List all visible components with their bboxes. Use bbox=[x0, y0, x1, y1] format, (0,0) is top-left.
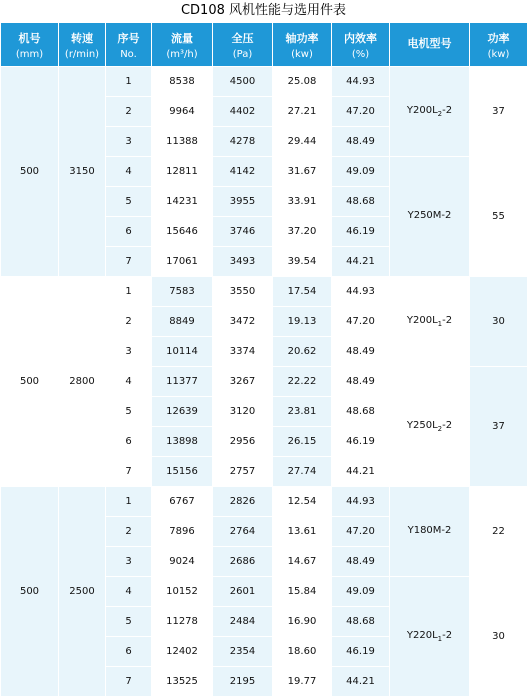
table-cell: 1 bbox=[106, 487, 152, 517]
table-cell: 1 bbox=[106, 67, 152, 97]
speed-cell: 2800 bbox=[59, 277, 106, 487]
table-cell: 5 bbox=[106, 397, 152, 427]
table-cell: 4142 bbox=[213, 157, 273, 187]
table-cell: 2484 bbox=[213, 607, 273, 637]
table-cell: 29.44 bbox=[273, 127, 332, 157]
machine-no-cell: 500 bbox=[1, 67, 59, 277]
table-cell: 3955 bbox=[213, 187, 273, 217]
table-cell: 12.54 bbox=[273, 487, 332, 517]
table-cell: 49.09 bbox=[332, 157, 390, 187]
table-cell: 4 bbox=[106, 577, 152, 607]
table-cell: 37.20 bbox=[273, 217, 332, 247]
table-cell: 3550 bbox=[213, 277, 273, 307]
table-cell: 44.21 bbox=[332, 247, 390, 277]
table-cell: 46.19 bbox=[332, 217, 390, 247]
table-cell: 7 bbox=[106, 667, 152, 697]
table-cell: 3746 bbox=[213, 217, 273, 247]
table-cell: 20.62 bbox=[273, 337, 332, 367]
table-cell: 3120 bbox=[213, 397, 273, 427]
table-cell: 4402 bbox=[213, 97, 273, 127]
table-cell: 2686 bbox=[213, 547, 273, 577]
table-cell: 7 bbox=[106, 457, 152, 487]
table-cell: 48.68 bbox=[332, 607, 390, 637]
motor-model-cell: $Y250L_2-2$ bbox=[390, 367, 470, 487]
table-cell: 3 bbox=[106, 337, 152, 367]
motor-power-cell: 37 bbox=[470, 367, 527, 487]
table-cell: 18.60 bbox=[273, 637, 332, 667]
table-cell: 6767 bbox=[152, 487, 213, 517]
header-cell: 全压 (Pa) bbox=[213, 23, 273, 67]
table-cell: 27.74 bbox=[273, 457, 332, 487]
table-cell: 11278 bbox=[152, 607, 213, 637]
table-cell: 19.13 bbox=[273, 307, 332, 337]
table-cell: 4 bbox=[106, 157, 152, 187]
table-cell: 13525 bbox=[152, 667, 213, 697]
table-cell: 2 bbox=[106, 307, 152, 337]
header-cell: 内效率 (%) bbox=[332, 23, 390, 67]
table-cell: 3493 bbox=[213, 247, 273, 277]
machine-no-cell: 500 bbox=[1, 487, 59, 697]
table-cell: 13898 bbox=[152, 427, 213, 457]
table-cell: 31.67 bbox=[273, 157, 332, 187]
motor-model-cell: $Y200L_1-2$ bbox=[390, 277, 470, 367]
table-cell: 2956 bbox=[213, 427, 273, 457]
table-cell: 7896 bbox=[152, 517, 213, 547]
table-row bbox=[1, 67, 527, 97]
table-cell: 25.08 bbox=[273, 67, 332, 97]
table-cell: 3374 bbox=[213, 337, 273, 367]
table-cell: 44.93 bbox=[332, 67, 390, 97]
table-cell: 47.20 bbox=[332, 517, 390, 547]
table-cell: 47.20 bbox=[332, 307, 390, 337]
table-cell: 15646 bbox=[152, 217, 213, 247]
header-cell: 轴功率 (kw) bbox=[273, 23, 332, 67]
fan-performance-table bbox=[0, 22, 527, 697]
table-cell: 9964 bbox=[152, 97, 213, 127]
header-cell: 序号 No. bbox=[106, 23, 152, 67]
header-cell: 转速 (r/min) bbox=[59, 23, 106, 67]
header-cell: 流量 (m³/h) bbox=[152, 23, 213, 67]
table-cell: 2 bbox=[106, 517, 152, 547]
table-cell: 26.15 bbox=[273, 427, 332, 457]
table-cell: 44.21 bbox=[332, 457, 390, 487]
motor-model-cell: Y250M-2 bbox=[390, 157, 470, 277]
table-cell: 12639 bbox=[152, 397, 213, 427]
speed-cell: 2500 bbox=[59, 487, 106, 697]
table-cell: 8849 bbox=[152, 307, 213, 337]
table-cell: 14.67 bbox=[273, 547, 332, 577]
table-cell: 48.49 bbox=[332, 337, 390, 367]
table-cell: 9024 bbox=[152, 547, 213, 577]
table-cell: 6 bbox=[106, 427, 152, 457]
table-cell: 48.68 bbox=[332, 397, 390, 427]
table-cell: 2 bbox=[106, 97, 152, 127]
table-cell: 22.22 bbox=[273, 367, 332, 397]
table-cell: 6 bbox=[106, 217, 152, 247]
table-cell: 23.81 bbox=[273, 397, 332, 427]
table-cell: 11377 bbox=[152, 367, 213, 397]
table-cell: 11388 bbox=[152, 127, 213, 157]
table-cell: 8538 bbox=[152, 67, 213, 97]
table-cell: 3472 bbox=[213, 307, 273, 337]
motor-model-cell: Y180M-2 bbox=[390, 487, 470, 577]
table-cell: 44.21 bbox=[332, 667, 390, 697]
table-cell: 17.54 bbox=[273, 277, 332, 307]
table-cell: 1 bbox=[106, 277, 152, 307]
table-cell: 46.19 bbox=[332, 427, 390, 457]
motor-power-cell: 30 bbox=[470, 277, 527, 367]
speed-cell: 3150 bbox=[59, 67, 106, 277]
table-cell: 33.91 bbox=[273, 187, 332, 217]
table-cell: 16.90 bbox=[273, 607, 332, 637]
table-cell: 17061 bbox=[152, 247, 213, 277]
table-cell: 2601 bbox=[213, 577, 273, 607]
motor-power-cell: 55 bbox=[470, 157, 527, 277]
table-cell: 4 bbox=[106, 367, 152, 397]
table-cell: 27.21 bbox=[273, 97, 332, 127]
table-cell: 2826 bbox=[213, 487, 273, 517]
table-cell: 3267 bbox=[213, 367, 273, 397]
table-cell: 47.20 bbox=[332, 97, 390, 127]
table-cell: 5 bbox=[106, 187, 152, 217]
table-cell: 19.77 bbox=[273, 667, 332, 697]
machine-no-cell: 500 bbox=[1, 277, 59, 487]
table-cell: 39.54 bbox=[273, 247, 332, 277]
table-cell: 2757 bbox=[213, 457, 273, 487]
table-cell: 46.19 bbox=[332, 637, 390, 667]
table-cell: 14231 bbox=[152, 187, 213, 217]
table-cell: 15156 bbox=[152, 457, 213, 487]
header-cell: 电机型号 bbox=[390, 23, 470, 67]
table-cell: 4278 bbox=[213, 127, 273, 157]
table-cell: 2354 bbox=[213, 637, 273, 667]
table-cell: 2195 bbox=[213, 667, 273, 697]
table-cell: 6 bbox=[106, 637, 152, 667]
table-row bbox=[1, 277, 527, 307]
table-cell: 3 bbox=[106, 127, 152, 157]
table-cell: 3 bbox=[106, 547, 152, 577]
table-cell: 12402 bbox=[152, 637, 213, 667]
motor-power-cell: 22 bbox=[470, 487, 527, 577]
table-cell: 48.68 bbox=[332, 187, 390, 217]
table-cell: 48.49 bbox=[332, 547, 390, 577]
header-row bbox=[1, 23, 527, 67]
table-cell: 10152 bbox=[152, 577, 213, 607]
table-cell: 7583 bbox=[152, 277, 213, 307]
table-cell: 5 bbox=[106, 607, 152, 637]
header-cell: 机号 (mm) bbox=[1, 23, 59, 67]
table-cell: 44.93 bbox=[332, 487, 390, 517]
motor-power-cell: 37 bbox=[470, 67, 527, 157]
table-cell: 10114 bbox=[152, 337, 213, 367]
table-cell: 2764 bbox=[213, 517, 273, 547]
table-cell: 48.49 bbox=[332, 127, 390, 157]
table-cell: 49.09 bbox=[332, 577, 390, 607]
table-cell: 15.84 bbox=[273, 577, 332, 607]
table-cell: 13.61 bbox=[273, 517, 332, 547]
table-row bbox=[1, 487, 527, 517]
motor-model-cell: $Y200L_2-2$ bbox=[390, 67, 470, 157]
motor-power-cell: 30 bbox=[470, 577, 527, 697]
table-cell: 12811 bbox=[152, 157, 213, 187]
table-cell: 7 bbox=[106, 247, 152, 277]
page-title: CD108 风机性能与选用件表 bbox=[0, 0, 527, 22]
table-cell: 44.93 bbox=[332, 277, 390, 307]
header-cell: 功率 (kw) bbox=[470, 23, 527, 67]
table-cell: 4500 bbox=[213, 67, 273, 97]
motor-model-cell: $Y220L_1-2$ bbox=[390, 577, 470, 697]
table-cell: 48.49 bbox=[332, 367, 390, 397]
